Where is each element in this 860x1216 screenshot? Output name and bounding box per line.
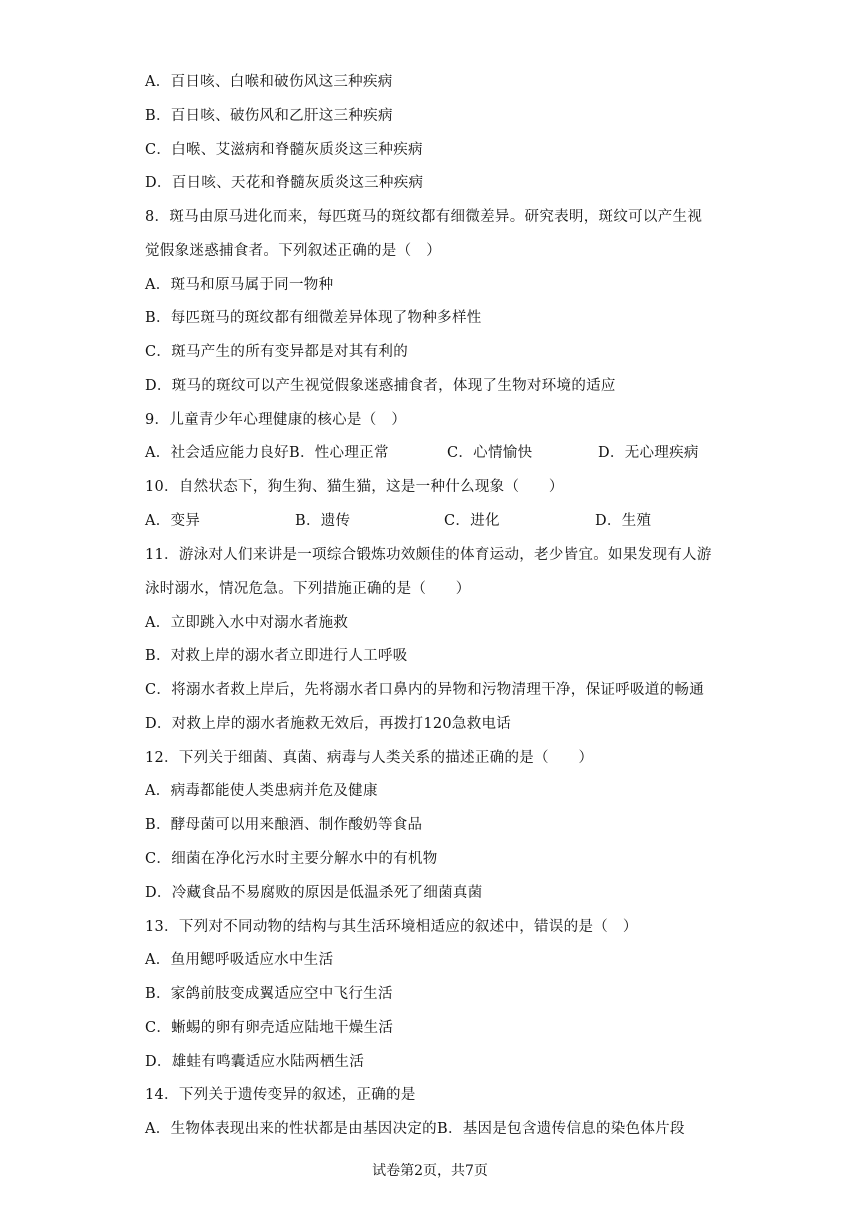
q7-option-d: D．百日咳、天花和脊髓灰质炎这三种疾病 [145, 175, 424, 191]
q9-option-c: C．心情愉快 [446, 445, 533, 461]
q8-stem-line1: 8．斑马由原马进化而来，每匹斑马的斑纹都有细微差异。研究表明，斑纹可以产生视 [145, 209, 703, 225]
q12-option-a: A．病毒都能使人类患病并危及健康 [145, 783, 378, 799]
q12-option-b: B．酵母菌可以用来酿酒、制作酸奶等食品 [145, 817, 423, 833]
q11-option-a: A．立即跳入水中对溺水者施救 [145, 615, 349, 631]
q12-option-c: C．细菌在净化污水时主要分解水中的有机物 [145, 851, 438, 867]
q11-option-c: C．将溺水者救上岸后，先将溺水者口鼻内的异物和污物清理干净，保证呼吸道的畅通 [145, 682, 704, 698]
q10-stem: 10．自然状态下，狗生狗、猫生猫，这是一种什么现象（ ） [145, 479, 564, 495]
q12-option-d: D．冷藏食品不易腐败的原因是低温杀死了细菌真菌 [145, 885, 483, 901]
q10-options-row [145, 509, 651, 533]
q9-stem: 9．儿童青少年心理健康的核心是（ ） [145, 412, 407, 428]
q10-option-d: D．生殖 [595, 513, 652, 529]
q8-option-b: B．每匹斑马的斑纹都有细微差异体现了物种多样性 [145, 310, 482, 326]
q14-options-row [145, 1117, 685, 1141]
q10-option-b: B．遗传 [295, 513, 351, 529]
q9-options-row [145, 441, 699, 465]
q13-option-b: B．家鸽前肢变成翼适应空中飞行生活 [145, 986, 393, 1002]
q14-option-a: A．生物体表现出来的性状都是由基因决定的 [145, 1121, 437, 1137]
q12-stem: 12．下列关于细菌、真菌、病毒与人类关系的描述正确的是（ ） [145, 750, 594, 766]
q13-option-c: C．蜥蜴的卵有卵壳适应陆地干燥生活 [145, 1020, 394, 1036]
q11-stem-line2: 泳时溺水，情况危急。下列措施正确的是（ ） [145, 581, 471, 597]
q9-option-d: D．无心理疾病 [597, 445, 699, 461]
q8-option-d: D．斑马的斑纹可以产生视觉假象迷惑捕食者，体现了生物对环境的适应 [145, 378, 616, 394]
q8-option-a: A．斑马和原马属于同一物种 [145, 277, 334, 293]
q7-option-b: B．百日咳、破伤风和乙肝这三种疾病 [145, 108, 393, 124]
q9-option-a: A．社会适应能力良好 [145, 445, 289, 461]
q9-option-b: B．性心理正常 [288, 445, 389, 461]
q10-option-c: C．进化 [444, 513, 500, 529]
q7-option-c: C．白喉、艾滋病和脊髓灰质炎这三种疾病 [145, 142, 423, 158]
q11-option-b: B．对救上岸的溺水者立即进行人工呼吸 [145, 648, 408, 664]
page-footer: 试卷第2页，共7页 [372, 1163, 488, 1179]
q14-stem: 14．下列关于遗传变异的叙述，正确的是 [145, 1087, 416, 1103]
q8-stem-line2: 觉假象迷惑捕食者。下列叙述正确的是（ ） [145, 243, 441, 259]
q11-stem-line1: 11．游泳对人们来讲是一项综合锻炼功效颇佳的体育运动，老少皆宜。如果发现有人游 [145, 547, 712, 563]
q8-option-c: C．斑马产生的所有变异都是对其有利的 [145, 344, 408, 360]
q10-option-a: A．变异 [145, 513, 201, 529]
q11-option-d: D．对救上岸的溺水者施救无效后，再拨打120急救电话 [145, 716, 512, 732]
q7-option-a: A．百日咳、白喉和破伤风这三种疾病 [145, 74, 393, 90]
q13-stem: 13．下列对不同动物的结构与其生活环境相适应的叙述中，错误的是（ ） [145, 919, 638, 935]
q13-option-d: D．雄蛙有鸣囊适应水陆两栖生活 [145, 1054, 365, 1070]
q14-option-b: B．基因是包含遗传信息的染色体片段 [436, 1121, 685, 1137]
q13-option-a: A．鱼用鳃呼吸适应水中生活 [145, 952, 334, 968]
